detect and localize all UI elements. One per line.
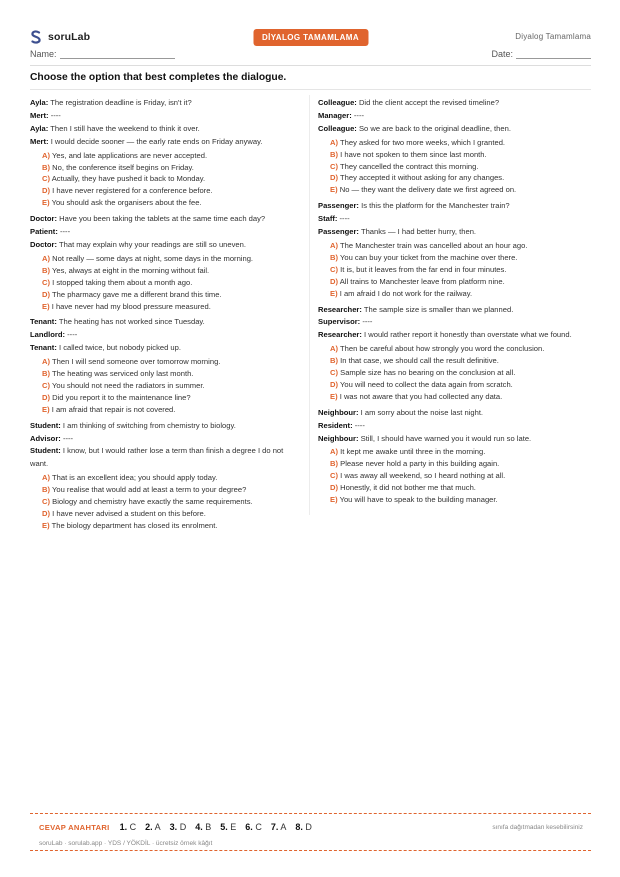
dialogue-line	[318, 97, 590, 110]
answer-option	[42, 484, 302, 496]
option-letter: E)	[330, 185, 338, 195]
answer-key-item	[170, 822, 187, 832]
answer-options	[318, 446, 590, 506]
date-field	[491, 49, 591, 59]
option-text: All trains to Manchester leave from platform nine.	[339, 276, 505, 286]
answer-key-note: sınıfa dağıtmadan kesebilirsiniz	[492, 823, 583, 831]
answer-option	[42, 197, 302, 209]
dialogue-line	[318, 316, 590, 329]
option-text: You can buy your ticket from the machine over there.	[340, 252, 518, 262]
answer-key-item	[145, 822, 161, 832]
answer-options	[30, 472, 302, 532]
speaker-name: Advisor:	[30, 433, 61, 443]
option-text: I am afraid that repair is not covered.	[51, 404, 176, 414]
option-text: Honestly, it did not bother me that much.	[340, 483, 476, 493]
option-letter: D)	[330, 379, 339, 389]
dialogue-text: The registration deadline is Friday, isn't it?	[50, 98, 192, 107]
answer-key-letter: A	[280, 822, 287, 832]
answer-option	[330, 355, 590, 367]
answer-key-row	[39, 820, 583, 834]
dialogue-text: Did the client accept the revised timeline?	[358, 98, 500, 107]
dialogue-line	[30, 342, 302, 355]
dialogue-text: Have you been taking the tablets at the same time each day?	[59, 214, 266, 224]
answer-option	[42, 368, 302, 380]
answer-key-strip	[30, 813, 591, 851]
answer-key-item	[245, 822, 262, 832]
footer-credit: soruLab · sorulab.app · YDS / YÖKDİL · ücretsiz örnek kâğıt	[39, 840, 213, 847]
answer-option	[330, 172, 590, 184]
dialogue-line	[318, 200, 590, 213]
speaker-name: Patient:	[30, 227, 58, 237]
answer-option	[42, 520, 302, 532]
question-block	[30, 213, 302, 312]
answer-option	[330, 276, 590, 288]
option-letter: D)	[42, 392, 51, 402]
option-text: Then I will send someone over tomorrow morning.	[52, 357, 221, 367]
option-letter: C)	[330, 264, 339, 274]
questions-right-column	[318, 97, 590, 510]
option-letter: A)	[42, 150, 51, 160]
answer-option	[330, 391, 590, 403]
speaker-name: Staff:	[318, 214, 338, 224]
option-letter: D)	[330, 173, 339, 183]
option-text: I have never advised a student on this before.	[52, 509, 206, 518]
option-letter: B)	[42, 265, 51, 275]
dialogue-line	[318, 433, 590, 446]
header-divider	[30, 65, 591, 66]
option-letter: A)	[330, 447, 339, 457]
option-text: No, the conference itself begins on Friday.	[52, 162, 194, 172]
option-letter: A)	[330, 240, 339, 250]
question-block	[318, 200, 590, 299]
answer-option	[330, 137, 590, 149]
answer-option	[42, 253, 302, 265]
option-text: I have never had my blood pressure measured.	[51, 301, 211, 311]
speaker-name: Student:	[30, 420, 61, 430]
option-letter: C)	[42, 380, 51, 390]
dialogue-line	[318, 110, 590, 123]
option-text: I am afraid I do not work for the railway.	[339, 288, 473, 298]
dialogue-text: I called twice, but nobody picked up.	[58, 343, 181, 353]
dialogue-line	[30, 136, 302, 149]
instruction-divider	[30, 89, 591, 90]
speaker-name: Colleague:	[318, 98, 357, 107]
dialogue-text: The sample size is smaller than we planned.	[363, 304, 514, 314]
answer-key-letter: D	[305, 822, 312, 832]
speaker-name: Neighbour:	[318, 407, 359, 417]
column-divider	[309, 95, 310, 515]
answer-option	[330, 149, 590, 161]
option-letter: A)	[330, 344, 339, 354]
answer-key-number: 6.	[245, 822, 253, 832]
answer-key-item	[271, 822, 287, 832]
dialogue-text: ----	[50, 110, 61, 120]
questions-left-column	[30, 97, 302, 536]
sorulab-logo-icon	[30, 30, 42, 44]
option-letter: E)	[330, 495, 338, 505]
page-header	[30, 29, 591, 47]
option-letter: B)	[330, 252, 339, 262]
option-letter: C)	[42, 174, 51, 184]
option-text: You should ask the organisers about the fee.	[51, 198, 202, 208]
answer-key-letter: A	[154, 822, 161, 832]
answer-key-item	[120, 822, 137, 832]
option-text: Not really — some days at night, some days in the morning.	[52, 253, 254, 263]
option-text: Did you report it to the maintenance line?	[52, 392, 191, 402]
option-text: They cancelled the contract this morning.	[340, 161, 479, 171]
answer-key-letter: D	[179, 822, 187, 832]
dialogue-text: ----	[62, 433, 74, 443]
dialogue-text: ----	[339, 214, 350, 224]
option-text: You should not need the radiators in summer.	[52, 380, 205, 390]
dialogue-line	[318, 304, 590, 317]
answer-option	[42, 301, 302, 313]
option-text: I have not spoken to them since last month.	[340, 149, 487, 159]
dialogue-line	[318, 407, 590, 420]
option-letter: D)	[42, 509, 51, 518]
speaker-name: Ayla:	[30, 98, 49, 107]
option-text: You realise that would add at least a term to your degree?	[52, 485, 247, 495]
speaker-name: Student:	[30, 446, 61, 456]
answer-options	[318, 137, 590, 197]
option-letter: B)	[42, 485, 51, 495]
option-text: No — they want the delivery date we first agreed on.	[339, 185, 517, 195]
answer-key-letter: E	[230, 822, 237, 832]
speaker-name: Supervisor:	[318, 317, 361, 327]
speaker-name: Tenant:	[30, 317, 57, 327]
dialogue-text: ----	[67, 330, 78, 340]
speaker-name: Manager:	[318, 110, 352, 120]
option-text: Then be careful about how strongly you word the conclusion.	[340, 344, 545, 354]
option-letter: B)	[42, 162, 51, 172]
option-text: Please never hold a party in this building again.	[340, 459, 500, 469]
answer-key-letter: B	[205, 822, 212, 832]
option-letter: D)	[42, 186, 51, 196]
option-text: Sample size has no bearing on the conclusion at all.	[340, 368, 516, 378]
option-letter: B)	[42, 369, 51, 379]
answer-options	[318, 240, 590, 300]
answer-key-number: 3.	[169, 822, 178, 832]
option-letter: D)	[330, 276, 339, 286]
option-text: The pharmacy gave me a different brand this time.	[52, 289, 222, 299]
dialogue-text: I would rather report it honestly than overstate what we found.	[364, 330, 572, 340]
answer-key-item	[195, 822, 211, 832]
dialogue-text: ----	[353, 110, 365, 120]
dialogue-line	[30, 123, 302, 136]
option-text: Actually, they have pushed it back to Monday.	[51, 174, 206, 184]
dialogue-line	[318, 226, 590, 239]
dialogue-text: I am sorry about the noise last night.	[360, 407, 484, 417]
answer-key-number: 8.	[295, 822, 303, 832]
answer-option	[330, 264, 590, 276]
answer-option	[42, 185, 302, 197]
answer-key-letter: C	[129, 822, 137, 832]
dialogue-text: Thanks — I had better hurry, then.	[360, 227, 477, 237]
header-right-title: Diyalog Tamamlama	[515, 32, 591, 41]
answer-key-number: 5.	[220, 822, 228, 832]
name-label: Name:	[30, 49, 57, 59]
option-text: Biology and chemistry have exactly the same requirements.	[52, 497, 253, 507]
option-text: That is an excellent idea; you should apply today.	[52, 473, 218, 483]
dialogue-text: Then I still have the weekend to think it over.	[50, 123, 200, 133]
speaker-name: Resident:	[318, 420, 353, 430]
option-letter: A)	[42, 357, 51, 367]
answer-option	[330, 184, 590, 196]
question-block	[30, 420, 302, 532]
dialogue-line	[318, 123, 590, 136]
instruction-text: Choose the option that best completes the dialogue.	[30, 72, 287, 83]
option-text: They asked for two more weeks, which I granted.	[340, 137, 506, 147]
answer-key-number: 4.	[195, 822, 203, 832]
answer-option	[330, 343, 590, 355]
option-letter: C)	[330, 471, 339, 481]
option-letter: E)	[330, 391, 338, 401]
dialogue-text: The heating has not worked since Tuesday.	[58, 317, 205, 327]
speaker-name: Researcher:	[318, 330, 362, 340]
answer-option	[330, 379, 590, 391]
option-text: I stopped taking them about a month ago.	[52, 277, 193, 287]
option-text: I have never registered for a conference before.	[52, 186, 213, 196]
answer-key-number: 2.	[145, 822, 153, 832]
answer-option	[330, 494, 590, 506]
answer-option	[330, 446, 590, 458]
option-text: The Manchester train was cancelled about an hour ago.	[340, 240, 528, 250]
option-letter: C)	[330, 161, 339, 171]
answer-key-number: 1.	[119, 822, 128, 832]
option-text: You will have to speak to the building manager.	[339, 495, 498, 505]
answer-option	[42, 472, 302, 484]
name-date-row	[30, 49, 591, 63]
answer-option	[42, 380, 302, 392]
option-text: I was not aware that you had collected any data.	[339, 391, 503, 401]
speaker-name: Doctor:	[30, 214, 57, 224]
speaker-name: Landlord:	[30, 330, 66, 340]
option-letter: B)	[330, 149, 339, 159]
dialogue-text: Still, I should have warned you it would run so late.	[360, 433, 532, 443]
option-text: You will need to collect the data again from scratch.	[340, 379, 513, 389]
dialogue-line	[30, 420, 302, 433]
dialogue-text: Is this the platform for the Manchester train?	[361, 201, 510, 211]
speaker-name: Passenger:	[318, 201, 359, 211]
answer-option	[42, 150, 302, 162]
option-text: It is, but it leaves from the far end in four minutes.	[340, 264, 507, 274]
answer-option	[42, 496, 302, 508]
answer-option	[42, 277, 302, 289]
option-letter: A)	[330, 137, 339, 147]
speaker-name: Mert:	[30, 110, 49, 120]
answer-key-letter: C	[255, 822, 262, 832]
option-letter: D)	[330, 483, 339, 493]
answer-option	[330, 288, 590, 300]
dialogue-text: I would decide sooner — the early rate ends on Friday anyway.	[50, 136, 263, 146]
option-letter: E)	[42, 198, 50, 208]
answer-option	[330, 458, 590, 470]
answer-option	[330, 252, 590, 264]
option-letter: B)	[330, 356, 339, 366]
answer-options	[30, 253, 302, 313]
speaker-name: Colleague:	[318, 123, 357, 133]
dialogue-line	[30, 97, 302, 110]
dialogue-line	[318, 329, 590, 342]
dialogue-line	[30, 110, 302, 123]
answer-options	[30, 356, 302, 416]
dialogue-text: ----	[354, 420, 365, 430]
answer-key-title: CEVAP ANAHTARI	[39, 822, 110, 832]
answer-option	[330, 240, 590, 252]
date-label: Date:	[491, 49, 513, 59]
answer-option	[42, 265, 302, 277]
option-text: I was away all weekend, so I heard nothing at all.	[340, 471, 506, 481]
dialogue-line	[30, 239, 302, 252]
question-block	[30, 316, 302, 415]
question-block	[318, 304, 590, 403]
dialogue-text: I am thinking of switching from chemistry to biology.	[62, 420, 236, 430]
option-letter: C)	[42, 497, 51, 507]
speaker-name: Neighbour:	[318, 433, 359, 443]
answer-options	[318, 343, 590, 403]
question-block	[30, 97, 302, 209]
option-letter: A)	[42, 253, 51, 263]
speaker-name: Ayla:	[30, 123, 49, 133]
answer-option	[42, 356, 302, 368]
option-text: They accepted it without asking for any changes.	[340, 173, 505, 183]
name-blank-line	[60, 50, 175, 59]
dialogue-line	[30, 316, 302, 329]
option-letter: C)	[42, 277, 51, 287]
answer-option	[42, 162, 302, 174]
answer-option	[42, 392, 302, 404]
speaker-name: Mert:	[30, 136, 49, 146]
option-text: The heating was serviced only last month.	[52, 369, 194, 379]
answer-option	[42, 404, 302, 416]
dialogue-text: So we are back to the original deadline, then.	[358, 123, 511, 133]
speaker-name: Doctor:	[30, 239, 57, 249]
answer-option	[330, 482, 590, 494]
speaker-name: Passenger:	[318, 227, 359, 237]
option-letter: A)	[42, 473, 51, 483]
dialogue-text: I know, but I would rather lose a term than finish a degree I do not want.	[30, 446, 284, 469]
dialogue-text: That may explain why your readings are still so uneven.	[58, 239, 246, 249]
answer-option	[330, 367, 590, 379]
dialogue-line	[318, 420, 590, 433]
speaker-name: Researcher:	[318, 304, 362, 314]
answer-key-item	[220, 822, 236, 832]
answer-option	[42, 173, 302, 185]
answer-option	[42, 508, 302, 520]
speaker-name: Tenant:	[30, 343, 57, 353]
dialogue-line	[30, 433, 302, 446]
option-text: Yes, and late applications are never accepted.	[52, 150, 208, 160]
option-letter: E)	[42, 520, 50, 530]
worksheet-type-badge: DİYALOG TAMAMLAMA	[253, 29, 368, 46]
dialogue-line	[30, 226, 302, 239]
option-text: The biology department has closed its enrolment.	[51, 520, 218, 530]
option-letter: C)	[330, 368, 339, 378]
dialogue-text: ----	[59, 227, 71, 237]
answer-option	[42, 289, 302, 301]
dialogue-line	[30, 213, 302, 226]
dialogue-line	[318, 213, 590, 226]
option-text: Yes, always at eight in the morning without fail.	[52, 265, 210, 275]
option-letter: B)	[330, 459, 339, 469]
dialogue-line	[30, 329, 302, 342]
name-field	[30, 49, 175, 59]
option-text: It kept me awake until three in the morning.	[340, 447, 486, 457]
dialogue-text: ----	[362, 317, 373, 327]
option-text: In that case, we should call the result definitive.	[340, 356, 499, 366]
answer-key-number: 7.	[270, 822, 279, 832]
dialogue-line	[30, 445, 302, 471]
option-letter: E)	[330, 288, 338, 298]
brand-name: soruLab	[48, 31, 91, 43]
answer-option	[330, 470, 590, 482]
question-block	[318, 407, 590, 506]
answer-key-item	[295, 822, 312, 832]
option-letter: D)	[42, 289, 51, 299]
option-letter: E)	[42, 301, 50, 311]
brand-logo	[30, 30, 90, 44]
option-letter: E)	[42, 404, 50, 414]
date-blank-line	[516, 50, 591, 59]
question-block	[318, 97, 590, 196]
answer-options	[30, 150, 302, 210]
answer-option	[330, 161, 590, 173]
